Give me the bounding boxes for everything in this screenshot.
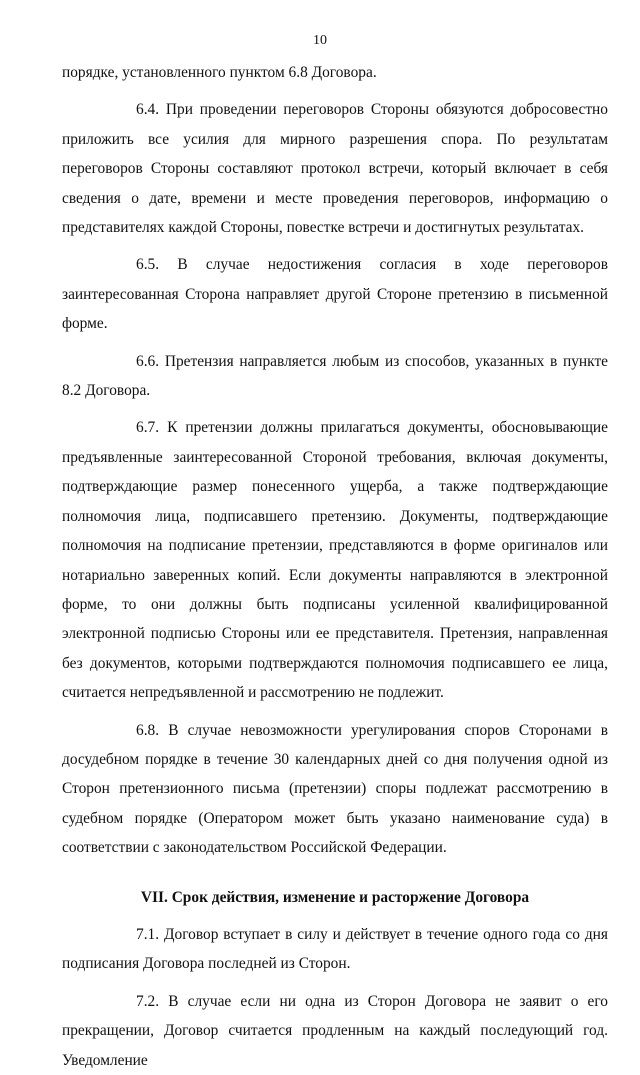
page-number: 10 — [313, 33, 327, 48]
paragraph-text: К претензии должны прилагаться документы, обосновывающие предъявленные заинтересованной Стороной требования, включая документы, подтверждающие размер понесенного ущерба, а также подтверждающие полномочия лица, подписавшего претензию. Документы, подтверждающие полномочия на подписание претензии, представляются в форме оригиналов или нотариально заверенных копий. Если документы направляются в электронной форме, то они должны быть подписаны усиленной квалифицированной электронной подписью Стороны или ее представителя. Претензия, направленная без документов, которыми подтверждаются полномочия подписавшего ее лица, считается непредъявленной и рассмотрению не подлежит. — [62, 419, 608, 702]
paragraph-6-5 — [62, 250, 608, 338]
paragraph-text: Договор вступает в силу и действует в течение одного года со дня подписания Договора последней из Сторон. — [62, 925, 608, 973]
paragraph-continuation — [62, 58, 608, 87]
paragraph-text: При проведении переговоров Стороны обязуются добросовестно приложить все усилия для мирного разрешения спора. По результатам переговоров Стороны составляют протокол встречи, который включает в себя сведения о дате, времени и месте проведения переговоров, информацию о представителях каждой Стороны, повестке встречи и достигнутых результатах. — [62, 101, 608, 237]
clause-number: 6.7. — [136, 419, 160, 437]
clause-number: 6.5. — [136, 256, 160, 274]
paragraph-7-1 — [62, 920, 608, 979]
clause-number: 7.2. — [136, 992, 160, 1010]
paragraph-text: порядке, установленного пунктом 6.8 Договора. — [62, 64, 377, 81]
paragraph-6-8 — [62, 716, 608, 863]
clause-number: 7.1. — [136, 925, 160, 943]
paragraph-6-6 — [62, 347, 608, 406]
paragraph-text: В случае недостижения согласия в ходе переговоров заинтересованная Сторона направляет другой Стороне претензию в письменной форме. — [62, 256, 608, 333]
clause-number: 6.4. — [136, 101, 160, 119]
paragraph-7-2 — [62, 987, 608, 1075]
paragraph-text: В случае невозможности урегулирования споров Сторонами в досудебном порядке в течение 30 календарных дней со дня получения одной из Сторон претензионного письма (претензии) споры подлежат рассмотрению в судебном порядке (Оператором может быть указано наименование суда) в соответствии с законодательством Российской Федерации. — [62, 721, 608, 857]
section-heading: VII. Срок действия, изменение и расторжение Договора — [140, 888, 530, 906]
clause-number: 6.8. — [136, 721, 160, 739]
paragraph-text: Претензия направляется любым из способов, указанных в пункте 8.2 Договора. — [62, 352, 608, 400]
clause-number: 6.6. — [136, 352, 160, 370]
paragraph-6-7 — [62, 413, 608, 707]
paragraph-text: В случае если ни одна из Сторон Договора не заявит о его прекращении, Договор считается продленным на каждый последующий год. Уведомление — [62, 992, 608, 1069]
paragraph-6-4 — [62, 95, 608, 242]
document-body — [62, 58, 608, 1075]
